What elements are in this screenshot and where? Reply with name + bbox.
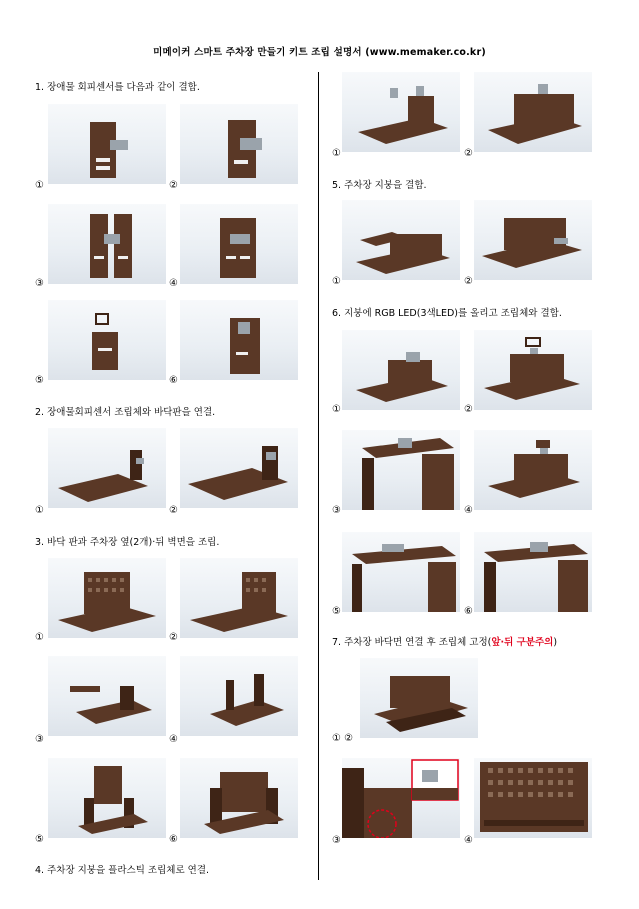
step-2-image-1 <box>48 428 166 508</box>
step-1-label-6: ⑥ <box>169 375 178 386</box>
step-6-image-4 <box>474 430 592 510</box>
step-2-label-1: ① <box>35 505 44 516</box>
step-6-image-5 <box>342 532 460 612</box>
step-2-heading: 2. 장애물회피센서 조립체와 바닥판을 연결. <box>35 407 216 418</box>
column-divider <box>318 72 319 880</box>
step-3-image-1 <box>48 558 166 638</box>
step-5-label-1: ① <box>332 276 341 287</box>
step-6-label-1: ① <box>332 404 341 415</box>
step-6-label-3: ③ <box>332 505 341 516</box>
step-6-label-5: ⑤ <box>332 606 341 617</box>
step-5-heading: 5. 주차장 지붕을 결합. <box>332 180 427 191</box>
step-2-image-2 <box>180 428 298 508</box>
step-4-image-1 <box>342 72 460 152</box>
step-1-image-2 <box>180 104 298 184</box>
step-3-heading: 3. 바닥 판과 주차장 옆(2개)·뒤 벽면을 조립. <box>35 537 220 548</box>
step-7-heading-text: 7. 주차장 바닥면 연결 후 조립체 고정( <box>332 637 492 648</box>
step-3-label-3: ③ <box>35 734 44 745</box>
step-3-image-5 <box>48 758 166 838</box>
step-1-image-1 <box>48 104 166 184</box>
step-3-image-3 <box>48 656 166 736</box>
step-1-label-4: ④ <box>169 278 178 289</box>
step-1-image-3 <box>48 204 166 284</box>
step-7-label-12: ① ② <box>332 733 354 744</box>
step-5-image-1 <box>342 200 460 280</box>
step-1-image-5 <box>48 300 166 380</box>
step-6-heading: 6. 지붕에 RGB LED(3색LED)를 올리고 조립체와 결합. <box>332 308 562 319</box>
step-7-warning: 앞·뒤 구분주의 <box>491 637 554 648</box>
step-1-label-2: ② <box>169 180 178 191</box>
step-6-label-2: ② <box>464 404 473 415</box>
step-7-image-3 <box>342 758 460 838</box>
step-4-label-2: ② <box>464 148 473 159</box>
step-1-label-5: ⑤ <box>35 375 44 386</box>
step-4-image-2 <box>474 72 592 152</box>
step-1-image-4 <box>180 204 298 284</box>
step-3-label-4: ④ <box>169 734 178 745</box>
step-1-label-3: ③ <box>35 278 44 289</box>
page-title: 미메이커 스마트 주차장 만들기 키트 조립 설명서 (www.memaker.co.kr) <box>153 47 486 58</box>
step-6-image-1 <box>342 330 460 410</box>
step-3-label-2: ② <box>169 632 178 643</box>
step-2-label-2: ② <box>169 505 178 516</box>
step-4-heading: 4. 주차장 지붕을 플라스틱 조립체로 연결. <box>35 865 210 876</box>
step-3-label-6: ⑥ <box>169 834 178 845</box>
step-7-image-4 <box>474 758 592 838</box>
step-3-label-1: ① <box>35 632 44 643</box>
step-3-image-4 <box>180 656 298 736</box>
step-7-heading <box>332 634 557 648</box>
step-3-image-2 <box>180 558 298 638</box>
step-1-image-6 <box>180 300 298 380</box>
step-7-heading-end: ) <box>553 637 558 648</box>
step-6-label-4: ④ <box>464 505 473 516</box>
step-7-label-4: ④ <box>464 835 473 846</box>
step-6-image-2 <box>474 330 592 410</box>
step-5-image-2 <box>474 200 592 280</box>
step-1-label-1: ① <box>35 180 44 191</box>
step-5-label-2: ② <box>464 276 473 287</box>
step-1-heading: 1. 장애물 회피센서를 다음과 같이 결합. <box>35 82 200 93</box>
step-3-label-5: ⑤ <box>35 834 44 845</box>
step-6-image-6 <box>474 532 592 612</box>
step-3-image-6 <box>180 758 298 838</box>
step-4-label-1: ① <box>332 148 341 159</box>
step-6-image-3 <box>342 430 460 510</box>
step-7-image-1 <box>360 658 478 738</box>
step-6-label-6: ⑥ <box>464 606 473 617</box>
step-7-label-3: ③ <box>332 835 341 846</box>
